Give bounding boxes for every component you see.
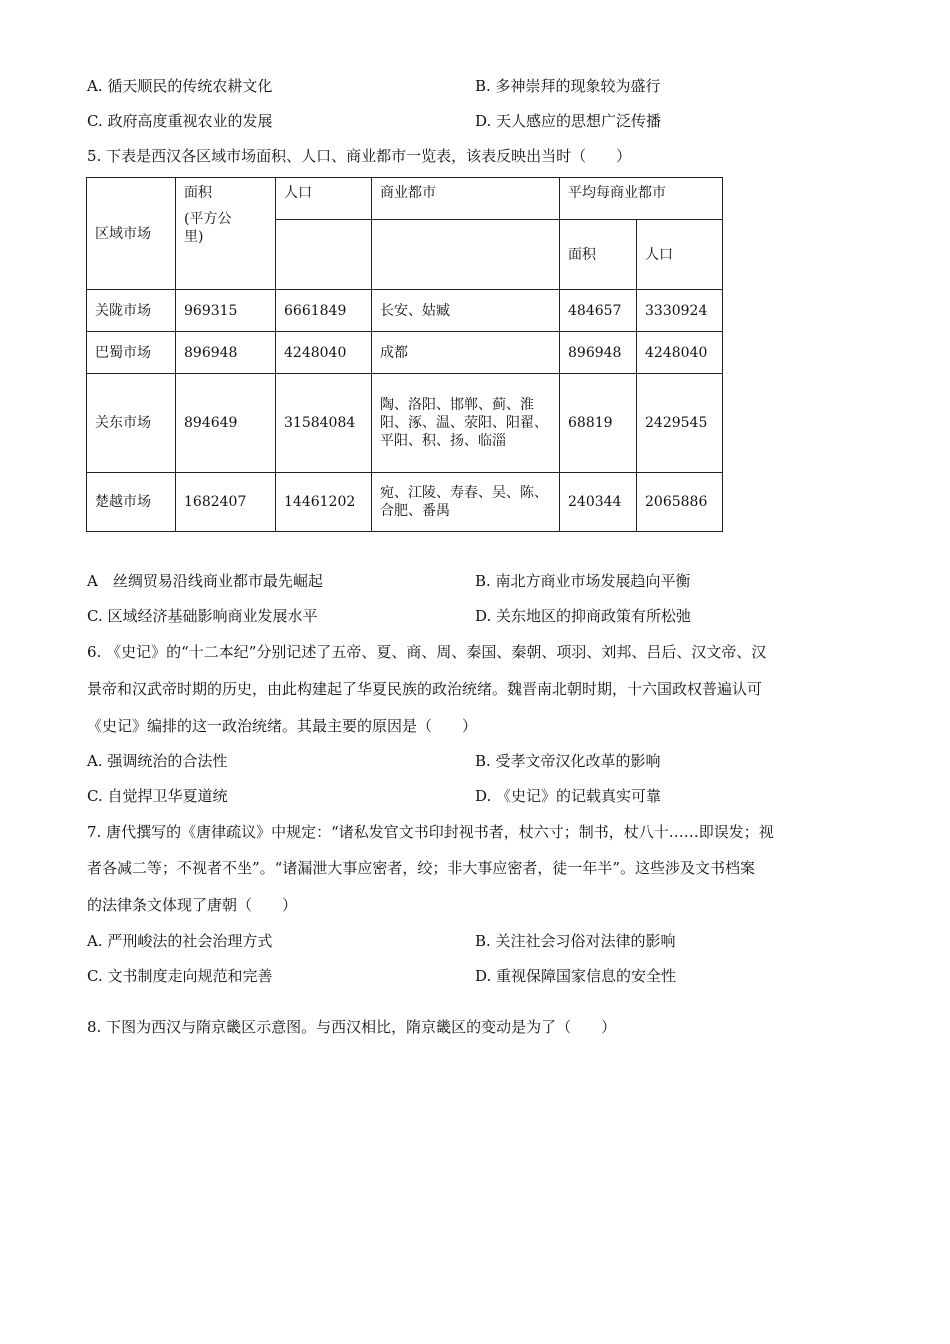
q6-stem-line2: 景帝和汉武帝时期的历史，由此构建起了华夏民族的政治统绪。魏晋南北朝时期，十六国政权普遍认可 xyxy=(87,680,763,698)
q4-option-c: C. 政府高度重视农业的发展 xyxy=(87,112,273,130)
q8-stem: 8. 下图为西汉与隋京畿区示意图。与西汉相比，隋京畿区的变动是为了（ ） xyxy=(87,1018,617,1036)
q7-option-b: B. 关注社会习俗对法律的影响 xyxy=(475,932,676,950)
q5-option-b: B. 南北方商业市场发展趋向平衡 xyxy=(475,572,691,590)
cell-area: 894649 xyxy=(176,374,276,473)
cell-cities: 宛、江陵、寿春、吴、陈、合肥、番禺 xyxy=(372,473,560,532)
cell-avg-pop: 4248040 xyxy=(637,332,723,374)
q5-option-c: C. 区域经济基础影响商业发展水平 xyxy=(87,607,318,625)
cell-area: 969315 xyxy=(176,290,276,332)
cell-area: 1682407 xyxy=(176,473,276,532)
cell-cities: 长安、姑臧 xyxy=(372,290,560,332)
cell-avg-area: 240344 xyxy=(560,473,637,532)
table-row xyxy=(87,473,723,532)
cell-region: 关东市场 xyxy=(87,374,176,473)
cell-population: 31584084 xyxy=(276,374,372,473)
q6-stem-line1: 6. 《史记》的“十二本纪”分别记述了五帝、夏、商、周、秦国、秦朝、项羽、刘邦、吕后、汉文帝、汉 xyxy=(87,643,767,661)
header-avg-pop: 人口 xyxy=(637,220,723,290)
cell-avg-pop: 2065886 xyxy=(637,473,723,532)
header-avg-area: 面积 xyxy=(560,220,637,290)
market-table xyxy=(86,177,723,532)
q6-option-a: A. 强调统治的合法性 xyxy=(87,752,228,770)
cell-region: 关陇市场 xyxy=(87,290,176,332)
header-population: 人口 xyxy=(276,178,372,220)
q4-option-d: D. 天人感应的思想广泛传播 xyxy=(475,112,662,130)
q7-stem-line2: 者各减二等；不视者不坐”。“诸漏泄大事应密者，绞；非大事应密者，徒一年半”。这些涉及文书档案 xyxy=(87,859,756,877)
cell-population: 6661849 xyxy=(276,290,372,332)
header-cities: 商业都市 xyxy=(372,178,560,220)
q7-option-a: A. 严刑峻法的社会治理方式 xyxy=(87,932,273,950)
q6-option-c: C. 自觉捍卫华夏道统 xyxy=(87,787,228,805)
cell-population: 14461202 xyxy=(276,473,372,532)
cell-region: 楚越市场 xyxy=(87,473,176,532)
cell-cities: 成都 xyxy=(372,332,560,374)
q4-option-a: A. 循天顺民的传统农耕文化 xyxy=(87,77,273,95)
q7-option-c: C. 文书制度走向规范和完善 xyxy=(87,967,273,985)
header-region: 区域市场 xyxy=(87,178,176,290)
cell-area: 896948 xyxy=(176,332,276,374)
table-row xyxy=(87,332,723,374)
q6-stem-line3: 《史记》编排的这一政治统绪。其最主要的原因是（ ） xyxy=(87,717,478,735)
q4-option-b: B. 多神崇拜的现象较为盛行 xyxy=(475,77,661,95)
cell-population: 4248040 xyxy=(276,332,372,374)
cell-avg-area: 68819 xyxy=(560,374,637,473)
q5-option-d: D. 关东地区的抑商政策有所松弛 xyxy=(475,607,692,625)
header-population-blank xyxy=(276,220,372,290)
cell-region: 巴蜀市场 xyxy=(87,332,176,374)
cell-avg-area: 896948 xyxy=(560,332,637,374)
cell-avg-pop: 2429545 xyxy=(637,374,723,473)
header-avg: 平均每商业都市 xyxy=(560,178,723,220)
header-cities-blank xyxy=(372,220,560,290)
q6-option-d: D. 《史记》的记载真实可靠 xyxy=(475,787,662,805)
cell-cities: 陶、洛阳、邯郸、蓟、淮阳、涿、温、荥阳、阳翟、平阳、积、扬、临淄 xyxy=(372,374,560,473)
cell-avg-pop: 3330924 xyxy=(637,290,723,332)
table-row xyxy=(87,374,723,473)
table-row xyxy=(87,290,723,332)
header-area: 面积 (平方公 里) xyxy=(176,178,276,290)
q6-option-b: B. 受孝文帝汉化改革的影响 xyxy=(475,752,661,770)
q7-stem-line3: 的法律条文体现了唐朝（ ） xyxy=(87,896,298,914)
q7-option-d: D. 重视保障国家信息的安全性 xyxy=(475,967,677,985)
q5-option-a: A 丝绸贸易沿线商业都市最先崛起 xyxy=(87,572,323,590)
q7-stem-line1: 7. 唐代撰写的《唐律疏议》中规定：“诸私发官文书印封视书者，杖六寸；制书，杖八十……即误发；视 xyxy=(87,823,774,841)
cell-avg-area: 484657 xyxy=(560,290,637,332)
q5-stem: 5. 下表是西汉各区域市场面积、人口、商业都市一览表，该表反映出当时（ ） xyxy=(87,147,632,165)
